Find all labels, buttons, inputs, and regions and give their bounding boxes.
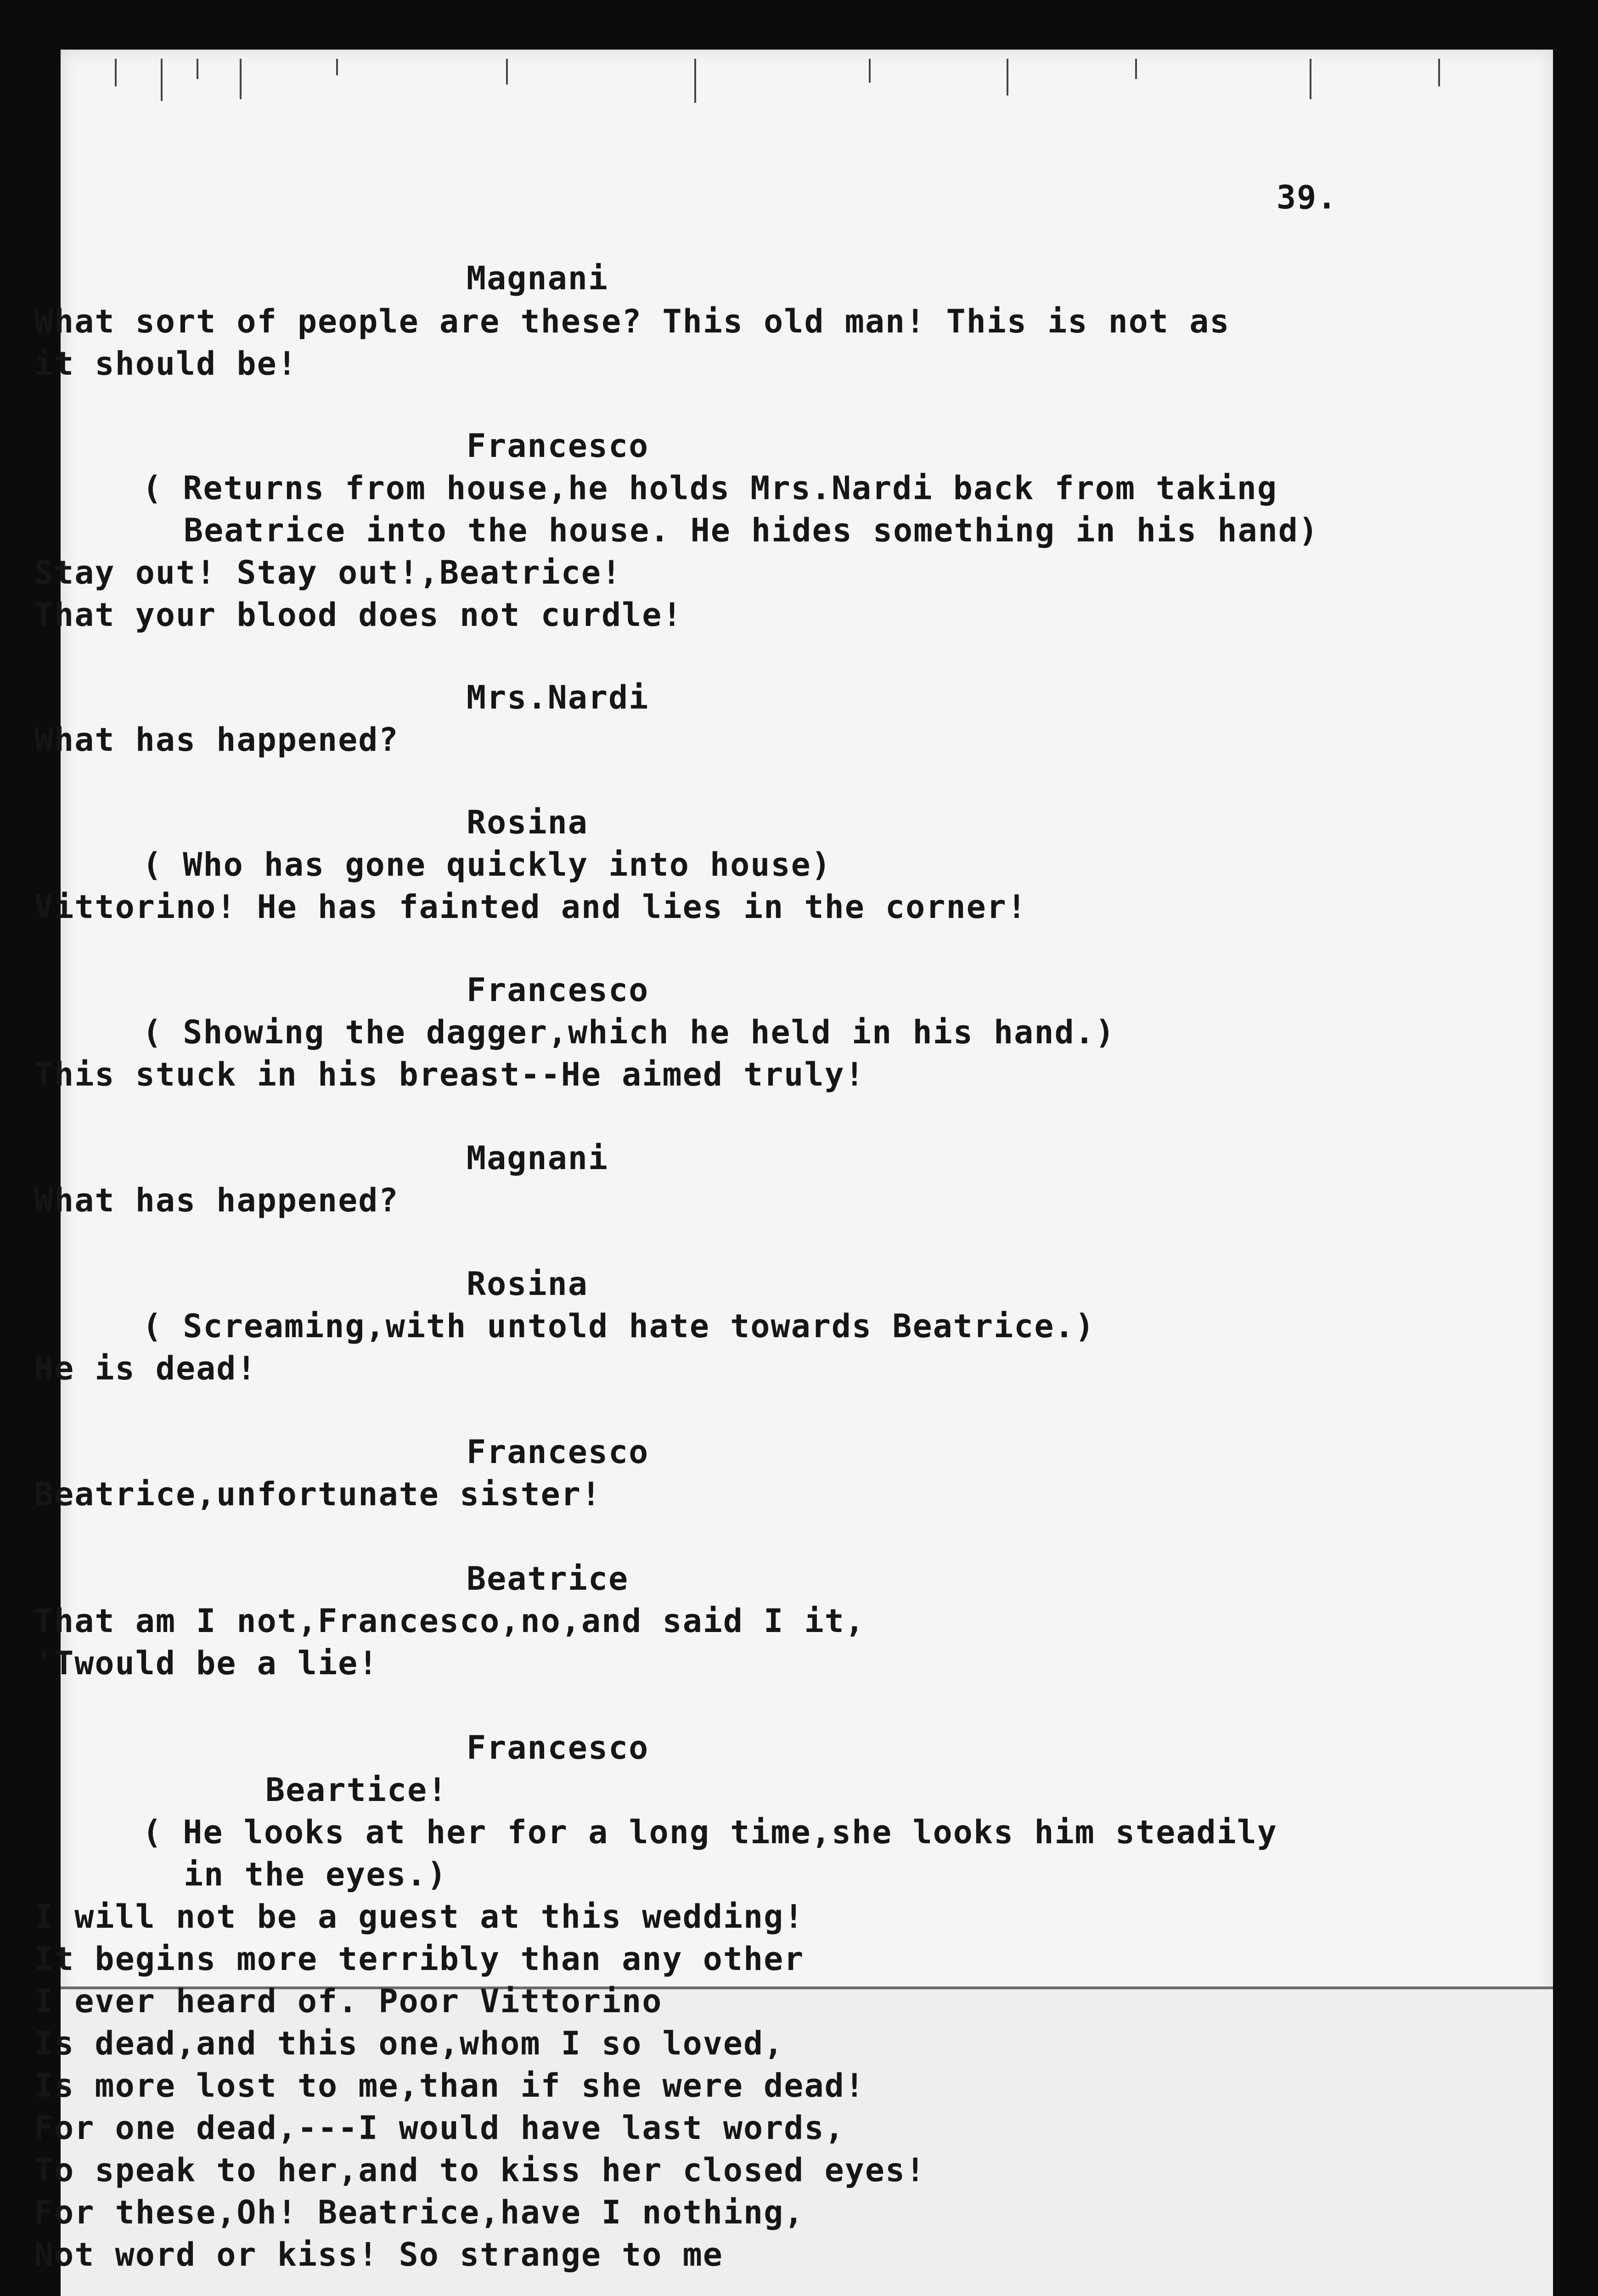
speaker-name: Francesco xyxy=(467,427,649,465)
top-mark xyxy=(197,59,198,79)
dialog-line: For these,Oh! Beatrice,have I nothing, xyxy=(34,2194,805,2231)
dialog-line: Is more lost to me,than if she were dead! xyxy=(34,2067,865,2105)
speaker-name: Beatrice xyxy=(467,1560,629,1598)
dialog-line: I ever heard of. Poor Vittorino xyxy=(34,1982,663,2020)
stage-direction: ( Screaming,with untold hate towards Beatrice.) xyxy=(142,1307,1095,1345)
dialog-line: Beatrice,unfortunate sister! xyxy=(34,1475,602,1513)
top-mark xyxy=(506,59,508,84)
top-mark xyxy=(1438,59,1440,86)
speaker-name: Rosina xyxy=(467,804,588,841)
dialog-line: To speak to her,and to kiss her closed eyes! xyxy=(34,2151,926,2189)
speaker-name: Francesco xyxy=(467,1433,649,1471)
speaker-name: Francesco xyxy=(467,971,649,1009)
top-mark xyxy=(1135,59,1137,79)
stage-direction: ( He looks at her for a long time,she looks him steadily xyxy=(142,1813,1278,1851)
page-top-marks xyxy=(61,59,1553,169)
dialog-line: This stuck in his breast--He aimed truly! xyxy=(34,1056,865,1093)
speaker-name: Rosina xyxy=(467,1265,588,1303)
speaker-name: Francesco xyxy=(467,1729,649,1767)
stage-direction: Beatrice into the house. He hides something in his hand) xyxy=(184,512,1319,549)
top-mark xyxy=(336,59,338,75)
dialog-line: He is dead! xyxy=(34,1350,257,1387)
dialog-line: Not word or kiss! So strange to me xyxy=(34,2236,723,2273)
top-mark xyxy=(115,59,117,86)
top-mark xyxy=(1310,59,1311,99)
dialog-line: What has happened? xyxy=(34,1182,399,1219)
top-mark xyxy=(161,59,163,101)
dialog-line: It begins more terribly than any other xyxy=(34,1940,805,1978)
stage-direction: ( Returns from house,he holds Mrs.Nardi back from taking xyxy=(142,469,1278,507)
dialog-line: That your blood does not curdle! xyxy=(34,596,683,634)
top-mark xyxy=(694,59,696,103)
dialog-line: What has happened? xyxy=(34,721,399,759)
dialog-line: For one dead,---I would have last words, xyxy=(34,2109,845,2147)
stage-direction: Beartice! xyxy=(265,1771,448,1809)
page-number: 39. xyxy=(1277,179,1338,216)
speaker-name: Mrs.Nardi xyxy=(467,679,649,716)
stage-direction: in the eyes.) xyxy=(184,1856,447,1893)
dialog-line: That am I not,Francesco,no,and said I it, xyxy=(34,1602,865,1640)
dialog-line: Vittorino! He has fainted and lies in the corner! xyxy=(34,888,1028,926)
dialog-line: it should be! xyxy=(34,345,298,383)
stage-direction: ( Showing the dagger,which he held in his hand.) xyxy=(142,1013,1115,1051)
speaker-name: Magnani xyxy=(467,259,609,297)
top-mark xyxy=(869,59,871,83)
dialog-line: 'Twould be a lie! xyxy=(34,1644,379,1682)
top-mark xyxy=(240,59,242,99)
dialog-line: I will not be a guest at this wedding! xyxy=(34,1898,805,1936)
stage-direction: ( Who has gone quickly into house) xyxy=(142,846,832,884)
speaker-name: Magnani xyxy=(467,1139,609,1177)
dialog-line: Is dead,and this one,whom I so loved, xyxy=(34,2025,784,2062)
dialog-line: What sort of people are these? This old man! This is not as xyxy=(34,303,1230,340)
top-mark xyxy=(1007,59,1008,96)
dialog-line: Stay out! Stay out!,Beatrice! xyxy=(34,554,622,591)
